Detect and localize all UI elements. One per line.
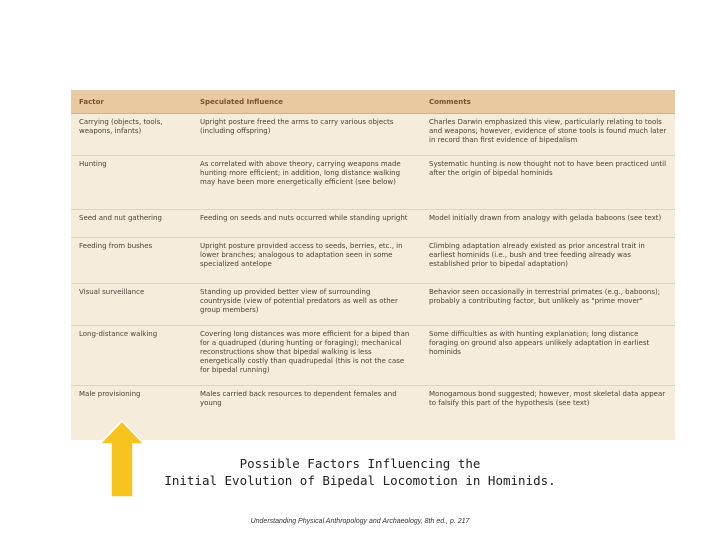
header-speculated-influence: Speculated Influence bbox=[200, 98, 283, 106]
table-row bbox=[71, 114, 675, 156]
influence-cell: As correlated with above theory, carrying weapons made hunting more efficient; in addition, long distance walking may have been more energetically efficient (see below) bbox=[200, 160, 401, 186]
factor-cell: Male provisioning bbox=[79, 390, 141, 398]
comments-cell: Monogamous bond suggested; however, most skeletal data appear to falsify this part of the hypothesis (see text) bbox=[429, 390, 666, 407]
influence-cell: Covering long distances was more efficient for a biped than for a quadruped (during hunting or foraging); mechanical reconstructions show that bipedal walking is less energetically costly than quadrupedal (this is not the case for bipedal running) bbox=[200, 330, 410, 374]
caption-line-1: Possible Factors Influencing the bbox=[239, 456, 481, 471]
comments-cell: Climbing adaptation already existed as prior ancestral trait in earliest hominids (i.e., bush and tree feeding already was established prior to bipedal adaptation) bbox=[429, 242, 645, 268]
source-citation: Understanding Physical Anthropology and Archaeology, 8th ed., p. 217 bbox=[250, 518, 470, 525]
factor-cell: Feeding from bushes bbox=[79, 242, 153, 250]
table-row bbox=[71, 238, 675, 284]
influence-cell: Upright posture provided access to seeds, berries, etc., in lower branches; analogous to adaptation seen in some specialized antelope bbox=[200, 242, 403, 268]
influence-cell: Males carried back resources to dependent females and young bbox=[200, 390, 397, 407]
influence-cell: Standing up provided better view of surrounding countryside (view of potential predators as well as other group members) bbox=[200, 288, 398, 314]
factor-cell: Hunting bbox=[79, 160, 107, 168]
caption-line-2: Initial Evolution of Bipedal Locomotion in Hominids. bbox=[164, 473, 556, 488]
comments-cell: Charles Darwin emphasized this view, particularly relating to tools and weapons; however, evidence of stone tools is found much later in record than first evidence of bipedalism bbox=[429, 118, 667, 144]
comments-cell: Some difficulties as with hunting explanation; long distance foraging on ground also appears unlikely adaptation in earliest hominids bbox=[429, 330, 650, 356]
factor-cell: Visual surveillance bbox=[79, 288, 145, 296]
table-row bbox=[71, 284, 675, 326]
influence-cell: Feeding on seeds and nuts occurred while standing upright bbox=[200, 214, 408, 222]
comments-cell: Behavior seen occasionally in terrestrial primates (e.g., baboons); probably a contributing factor, but unlikely as "prime mover" bbox=[429, 288, 661, 305]
table-row bbox=[71, 326, 675, 386]
factor-cell: Carrying (objects, tools, weapons, infants) bbox=[79, 118, 163, 135]
factor-cell: Long-distance walking bbox=[79, 330, 158, 338]
factor-cell: Seed and nut gathering bbox=[79, 214, 162, 222]
header-comments: Comments bbox=[429, 98, 471, 106]
factors-table bbox=[71, 90, 675, 440]
table-row bbox=[71, 386, 675, 436]
comments-cell: Model initially drawn from analogy with gelada baboons (see text) bbox=[429, 214, 662, 222]
comments-cell: Systematic hunting is now thought not to have been practiced until after the origin of bipedal hominids bbox=[429, 160, 667, 177]
table-header bbox=[71, 91, 675, 114]
table-row bbox=[71, 210, 675, 238]
influence-cell: Upright posture freed the arms to carry various objects (including offspring) bbox=[200, 118, 394, 135]
header-factor: Factor bbox=[79, 98, 104, 106]
table-row bbox=[71, 156, 675, 210]
